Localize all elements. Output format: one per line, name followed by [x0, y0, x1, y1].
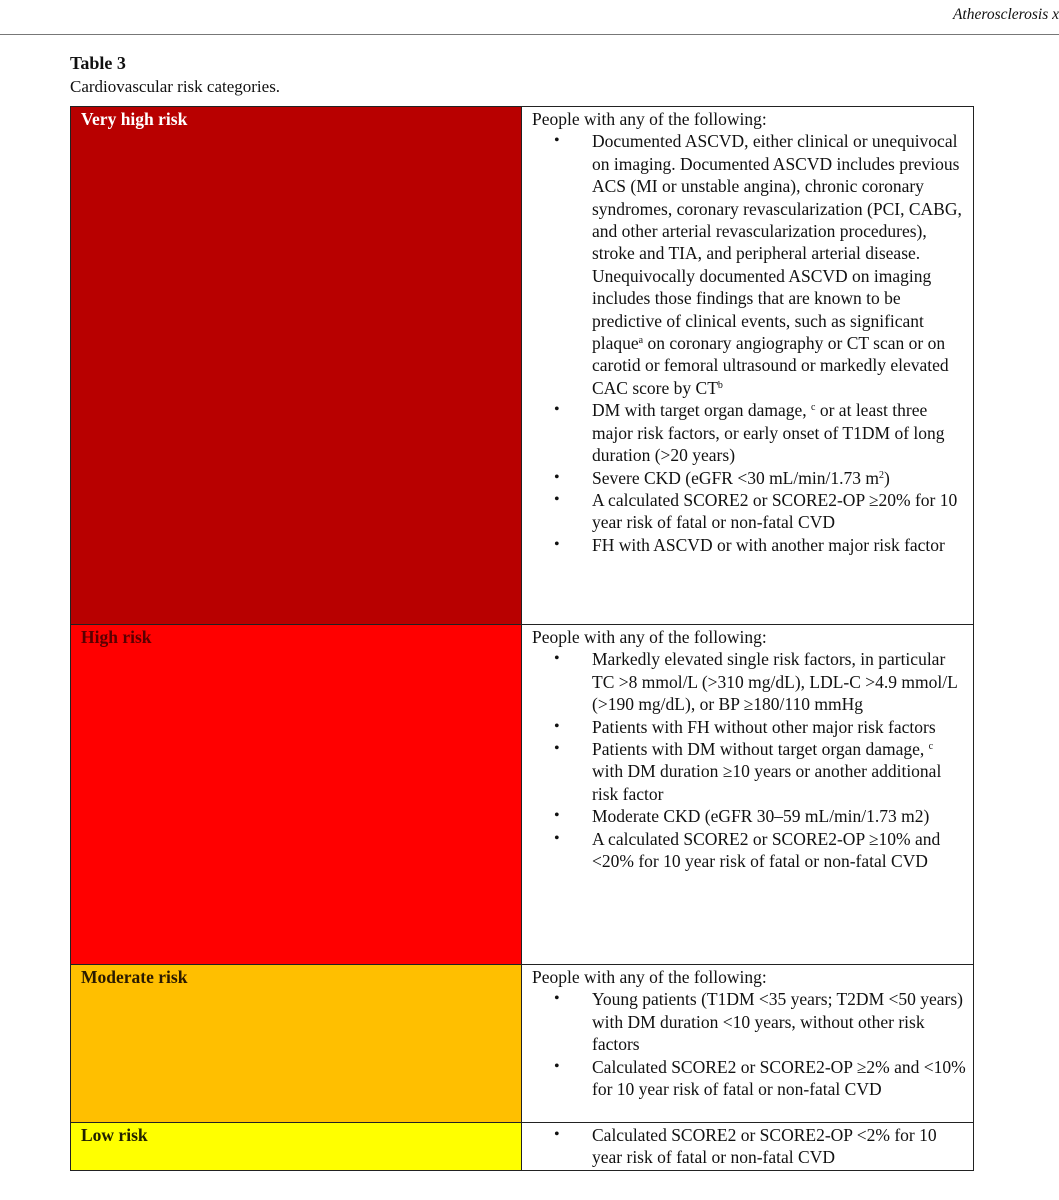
table-row-low-risk — [71, 1123, 974, 1171]
bullet-icon: • — [554, 132, 560, 150]
footnote-marker: b — [717, 379, 723, 391]
criteria-list — [532, 130, 967, 556]
criteria-high-risk — [522, 625, 974, 965]
list-item: • Moderate CKD (eGFR 30–59 mL/min/1.73 m2) — [554, 806, 930, 827]
criteria-intro: People with any of the following: — [532, 627, 767, 647]
list-item: • A calculated SCORE2 or SCORE2-OP ≥10% and <20% for 10 year risk of fatal or non-fatal CVD — [554, 828, 941, 872]
bullet-icon: • — [554, 740, 560, 758]
bullet-icon: • — [554, 650, 560, 668]
list-item: • A calculated SCORE2 or SCORE2-OP ≥20% for 10 year risk of fatal or non-fatal CVD — [554, 489, 958, 533]
criteria-list — [532, 988, 967, 1100]
bullet-icon: • — [554, 401, 560, 419]
criteria-very-high-risk — [522, 107, 974, 625]
list-item: • Patients with DM without target organ damage, $^c$ with DM duration ≥10 years or another additional risk factor — [554, 739, 942, 804]
list-item: • Young patients (T1DM <35 years; T2DM <50 years) with DM duration <10 years, without other risk factors — [554, 989, 964, 1055]
footnote-marker: c — [928, 741, 934, 753]
footnote-marker: a — [638, 335, 644, 347]
criteria-moderate-risk — [522, 965, 974, 1123]
list-item: • DM with target organ damage, $^c$ or at least three major risk factors, or early onset of T1DM of long duration (>20 years) — [554, 400, 945, 466]
criteria-intro: People with any of the following: — [532, 967, 767, 987]
footnote-marker: c — [811, 402, 816, 414]
list-item: • FH with ASCVD or with another major risk factor — [554, 534, 945, 555]
header-rule — [0, 34, 1059, 35]
table-caption: Cardiovascular risk categories. — [70, 77, 281, 96]
list-item: • Calculated SCORE2 or SCORE2-OP <2% for 10 year risk of fatal or non-fatal CVD — [554, 1125, 937, 1168]
category-moderate-risk: Moderate risk — [71, 965, 522, 1123]
table-label: Table 3 — [70, 53, 126, 73]
list-item: • Markedly elevated single risk factors, in particular TC >8 mmol/L (>310 mg/dL), LDL-C >4.9 mmol/L (>190 mg/dL), or BP ≥180/110 mmHg — [554, 649, 958, 715]
category-very-high-risk: Very high risk — [71, 107, 522, 625]
list-item: • Patients with FH without other major risk factors — [554, 716, 936, 737]
bullet-icon: • — [554, 1057, 560, 1075]
criteria-list — [532, 648, 967, 872]
table-row-moderate-risk — [71, 965, 974, 1123]
list-item: • Severe CKD (eGFR <30 mL/min/1.73 $m^2$) — [554, 467, 890, 488]
bullet-icon: • — [554, 807, 560, 825]
criteria-low-risk — [522, 1123, 974, 1171]
journal-running-header: Atherosclerosis x — [952, 6, 1059, 23]
category-low-risk: Low risk — [71, 1123, 522, 1171]
table-row-high-risk — [71, 625, 974, 965]
list-item: • Calculated SCORE2 or SCORE2-OP ≥2% and <10% for 10 year risk of fatal or non-fatal CVD — [554, 1056, 966, 1100]
list-item: • Documented ASCVD, either clinical or unequivocal on imaging. Documented ASCVD includes previous ACS (MI or unstable angina), chronic coronary syndromes, coronary revascularization (PCI, CABG, and other arterial revascularization procedures), stroke and TIA, and peripheral arterial disease. Unequivocally documented ASCVD on imaging includes those findings that are known to be predictive of clinical events, such as significant plaque$^a$ on coronary angiography or CT scan or on carotid or femoral ultrasound or markedly elevated CAC score by $CT^b$ — [554, 131, 962, 398]
bullet-icon: • — [554, 535, 560, 553]
table-row-very-high-risk — [71, 107, 974, 625]
criteria-intro: People with any of the following: — [532, 109, 767, 129]
bullet-icon: • — [554, 1126, 560, 1143]
superscript: 2 — [878, 469, 884, 481]
risk-categories-table — [70, 106, 974, 1171]
category-high-risk: High risk — [71, 625, 522, 965]
bullet-icon: • — [554, 829, 560, 847]
bullet-icon: • — [554, 717, 560, 735]
bullet-icon: • — [554, 468, 560, 486]
criteria-list — [532, 1124, 967, 1169]
bullet-icon: • — [554, 990, 560, 1008]
bullet-icon: • — [554, 490, 560, 508]
